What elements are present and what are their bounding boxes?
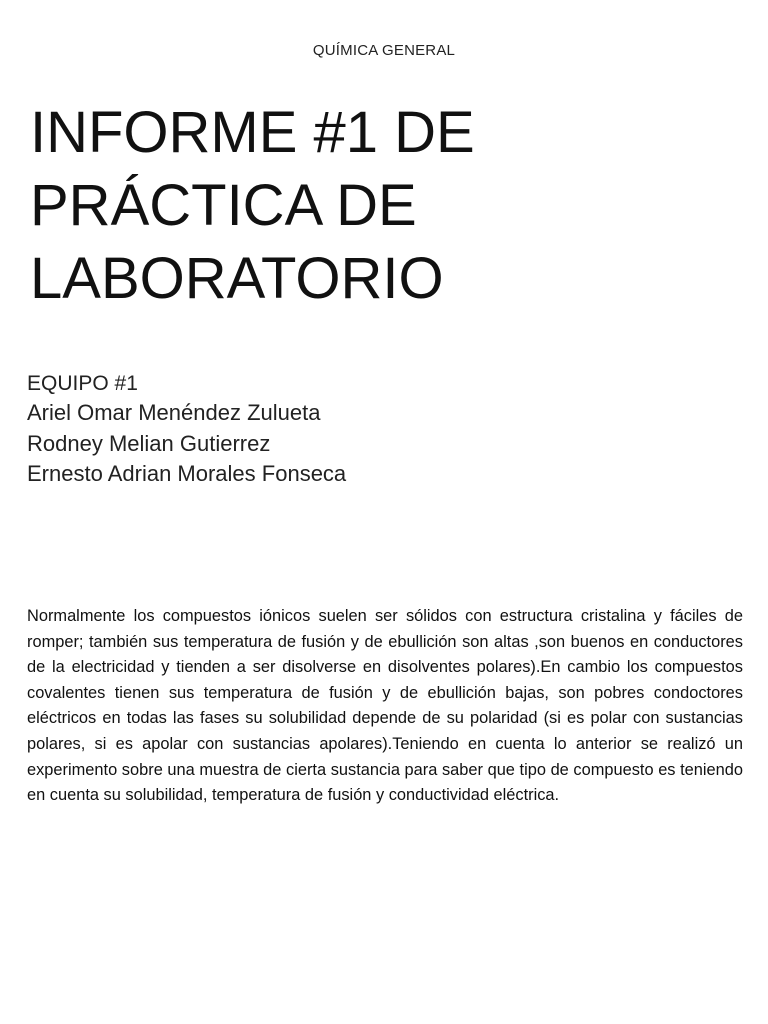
title-line-3: LABORATORIO: [30, 246, 444, 311]
team-label: EQUIPO #1: [27, 372, 138, 395]
report-title: [30, 96, 750, 315]
intro-paragraph: Normalmente los compuestos iónicos suelen ser sólidos con estructura cristalina y fáciles de romper; también sus temperatura de fusión y de ebullición son altas ,son buenos en conductores de la electricidad y tienden a ser disolverse en disolventes polares).En cambio los compuestos covalentes tienen sus temperatura de fusión y de ebullición bajas, son pobres condoctores eléctricos en todas las fases su solubilidad depende de su polaridad (si es polar con sustancias polares, si es apolar con sustancias apolares).Teniendo en cuenta lo anterior se realizó un experimento sobre una muestra de cierta sustancia para saber que tipo de compuesto es teniendo en cuenta su solubilidad, temperatura de fusión y conductividad eléctrica.: [27, 607, 743, 805]
title-line-2: PRÁCTICA DE: [30, 173, 417, 238]
team-member: Ariel Omar Menéndez Zulueta: [27, 400, 321, 425]
team-member: Ernesto Adrian Morales Fonseca: [27, 461, 347, 486]
title-line-1: INFORME #1 DE: [30, 100, 475, 165]
team-member: Rodney Melian Gutierrez: [27, 430, 271, 456]
team-section: [27, 370, 747, 490]
course-subject: QUÍMICA GENERAL: [312, 42, 456, 59]
